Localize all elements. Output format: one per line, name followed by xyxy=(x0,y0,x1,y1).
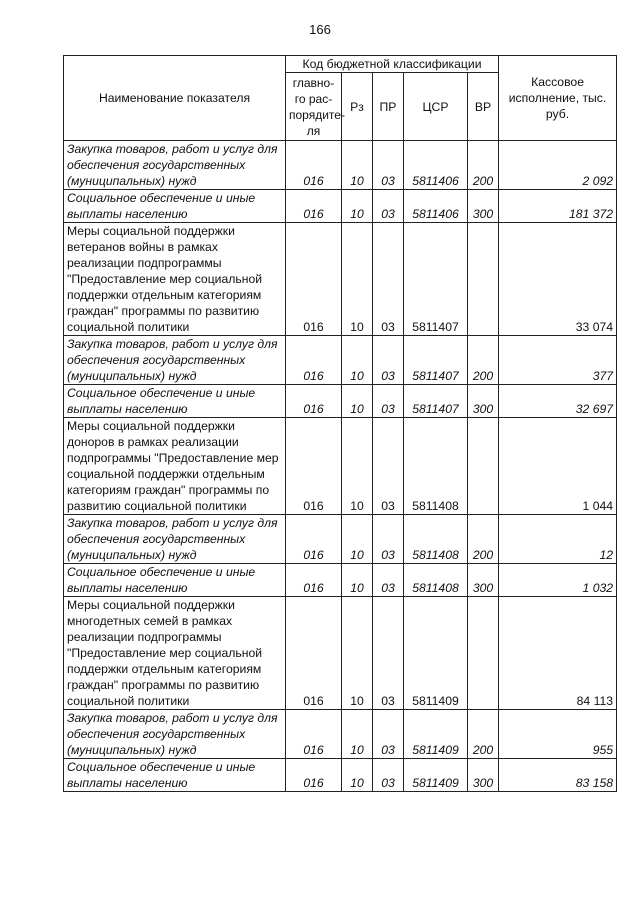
header-budget-classification: Код бюджетной классификации xyxy=(286,56,499,73)
table-row xyxy=(64,223,617,336)
row-csr: 5811407 xyxy=(404,336,468,385)
header-csr: ЦСР xyxy=(404,73,468,141)
row-sum: 32 697 xyxy=(499,385,617,418)
table-row xyxy=(64,336,617,385)
row-rz: 10 xyxy=(342,515,373,564)
row-sum: 1 032 xyxy=(499,564,617,597)
row-csr: 5811407 xyxy=(404,385,468,418)
row-vr: 300 xyxy=(468,190,499,223)
row-vr: 300 xyxy=(468,759,499,792)
table-row xyxy=(64,597,617,710)
row-name: Социальное обеспечение и иные выплаты населению xyxy=(64,385,286,418)
row-vr: 200 xyxy=(468,515,499,564)
header-grbs: главно-го рас-порядите-ля xyxy=(286,73,342,141)
row-rz: 10 xyxy=(342,597,373,710)
row-csr: 5811406 xyxy=(404,141,468,190)
table-row xyxy=(64,564,617,597)
row-grbs: 016 xyxy=(286,759,342,792)
table-row xyxy=(64,710,617,759)
row-vr: 200 xyxy=(468,710,499,759)
row-csr: 5811408 xyxy=(404,564,468,597)
header-name: Наименование показателя xyxy=(64,56,286,141)
header-vr: ВР xyxy=(468,73,499,141)
table-row xyxy=(64,141,617,190)
row-name: Закупка товаров, работ и услуг для обеспечения государственных (муниципальных) нужд xyxy=(64,710,286,759)
table-row xyxy=(64,515,617,564)
row-grbs: 016 xyxy=(286,141,342,190)
row-csr: 5811409 xyxy=(404,710,468,759)
row-sum: 377 xyxy=(499,336,617,385)
row-sum: 1 044 xyxy=(499,418,617,515)
row-sum: 2 092 xyxy=(499,141,617,190)
row-name: Меры социальной поддержки многодетных семей в рамках реализации подпрограммы "Предоставление мер социальной поддержки отдельным категориям граждан" программы по развитию социальной политики xyxy=(64,597,286,710)
row-rz: 10 xyxy=(342,759,373,792)
budget-execution-table xyxy=(63,55,617,792)
row-grbs: 016 xyxy=(286,515,342,564)
row-rz: 10 xyxy=(342,385,373,418)
row-name: Меры социальной поддержки ветеранов войны в рамках реализации подпрограммы "Предоставление мер социальной поддержки отдельным категориям граждан" программы по развитию социальной политики xyxy=(64,223,286,336)
row-grbs: 016 xyxy=(286,336,342,385)
row-grbs: 016 xyxy=(286,710,342,759)
row-vr: 200 xyxy=(468,141,499,190)
row-sum: 955 xyxy=(499,710,617,759)
row-csr: 5811407 xyxy=(404,223,468,336)
row-pr: 03 xyxy=(373,759,404,792)
row-rz: 10 xyxy=(342,141,373,190)
row-pr: 03 xyxy=(373,190,404,223)
row-grbs: 016 xyxy=(286,418,342,515)
row-rz: 10 xyxy=(342,190,373,223)
row-pr: 03 xyxy=(373,710,404,759)
row-csr: 5811408 xyxy=(404,515,468,564)
row-grbs: 016 xyxy=(286,385,342,418)
table-row xyxy=(64,385,617,418)
row-sum: 83 158 xyxy=(499,759,617,792)
row-rz: 10 xyxy=(342,710,373,759)
row-sum: 33 074 xyxy=(499,223,617,336)
row-name: Закупка товаров, работ и услуг для обеспечения государственных (муниципальных) нужд xyxy=(64,336,286,385)
row-name: Социальное обеспечение и иные выплаты населению xyxy=(64,564,286,597)
row-sum: 84 113 xyxy=(499,597,617,710)
table-row xyxy=(64,418,617,515)
row-rz: 10 xyxy=(342,418,373,515)
row-vr xyxy=(468,597,499,710)
table-row xyxy=(64,759,617,792)
row-csr: 5811406 xyxy=(404,190,468,223)
row-pr: 03 xyxy=(373,418,404,515)
row-rz: 10 xyxy=(342,564,373,597)
header-rz: Рз xyxy=(342,73,373,141)
row-name: Социальное обеспечение и иные выплаты населению xyxy=(64,759,286,792)
row-rz: 10 xyxy=(342,336,373,385)
header-cash-execution: Кассовое исполнение, тыс. руб. xyxy=(499,56,617,141)
row-pr: 03 xyxy=(373,515,404,564)
row-pr: 03 xyxy=(373,597,404,710)
row-grbs: 016 xyxy=(286,597,342,710)
row-name: Меры социальной поддержки доноров в рамках реализации подпрограммы "Предоставление мер социальной поддержки отдельным категориям граждан" программы по развитию социальной политики xyxy=(64,418,286,515)
row-vr xyxy=(468,223,499,336)
row-name: Социальное обеспечение и иные выплаты населению xyxy=(64,190,286,223)
row-name: Закупка товаров, работ и услуг для обеспечения государственных (муниципальных) нужд xyxy=(64,141,286,190)
row-csr: 5811409 xyxy=(404,759,468,792)
table-row xyxy=(64,190,617,223)
row-vr xyxy=(468,418,499,515)
row-grbs: 016 xyxy=(286,223,342,336)
row-grbs: 016 xyxy=(286,190,342,223)
row-pr: 03 xyxy=(373,141,404,190)
page-number: 166 xyxy=(309,22,331,37)
row-pr: 03 xyxy=(373,223,404,336)
row-pr: 03 xyxy=(373,385,404,418)
row-vr: 200 xyxy=(468,336,499,385)
row-pr: 03 xyxy=(373,336,404,385)
row-name: Закупка товаров, работ и услуг для обеспечения государственных (муниципальных) нужд xyxy=(64,515,286,564)
row-grbs: 016 xyxy=(286,564,342,597)
row-pr: 03 xyxy=(373,564,404,597)
row-sum: 12 xyxy=(499,515,617,564)
row-csr: 5811409 xyxy=(404,597,468,710)
row-rz: 10 xyxy=(342,223,373,336)
row-vr: 300 xyxy=(468,385,499,418)
header-pr: ПР xyxy=(373,73,404,141)
row-csr: 5811408 xyxy=(404,418,468,515)
row-sum: 181 372 xyxy=(499,190,617,223)
row-vr: 300 xyxy=(468,564,499,597)
